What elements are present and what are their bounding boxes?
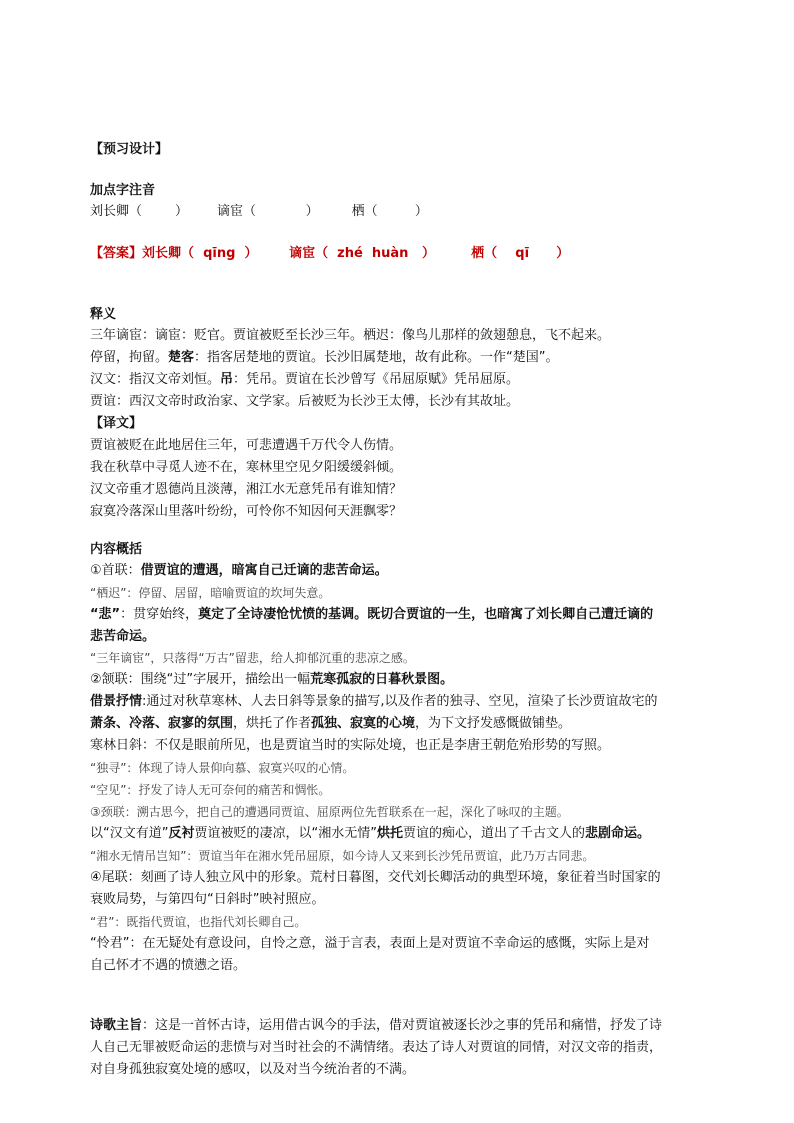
meaning-line-1: 三年谪宦：谪宦：贬官。贾谊被贬至长沙三年。栖迟：像鸟儿那样的敛翅憩息，飞不起来。 [90, 328, 611, 343]
summary-line-14: ④尾联：刻画了诗人独立风中的形象。荒村日暮图，交代刘长卿活动的典型环境，象征着当时国家的 [90, 870, 661, 885]
theme-line-3: 对自身孤独寂寞处境的感叹，以及对当今统治者的不满。 [90, 1062, 416, 1077]
summary-line-9: “独寻”：体现了诗人景仰向慕、寂寞兴叹的心情。 [90, 761, 355, 775]
summary-line-2: “栖迟”：停留、居留，暗喻贾谊的坎坷失意。 [90, 586, 331, 600]
answer-text: 刘长卿（ qīng ） 谪宦（ zhé huàn ） 栖（ qī ） [142, 246, 570, 261]
pinyin-title: 加点字注音 [90, 183, 156, 198]
theme-line-2: 人自己无罪被贬命运的悲愤与对当时社会的不满情绪。表达了诗人对贾谊的同情，对汉文帝的指责， [90, 1040, 663, 1055]
summary-line-4: “三年谪宦”，只落得“万古”留悲，给人抑郁沉重的悲凉之感。 [90, 651, 415, 665]
translation-line-3: 汉文帝重才恩德尚且淡薄，湘江水无意凭吊有谁知情？ [90, 482, 403, 497]
summary-line-3b: 悲苦命运。 [90, 629, 156, 644]
meaning-line-4: 贾谊：西汉文帝时政治家、文学家。后被贬为长沙王太傅，长沙有其故址。 [90, 394, 520, 409]
summary-line-12: 以“汉文有道”反衬贾谊被贬的凄凉，以“湘水无情”烘托贾谊的痴心，道出了千古文人的悲剧命运。 [90, 826, 651, 841]
meaning-line-2: 停留，拘留。楚客：指客居楚地的贾谊。长沙旧属楚地，故有此称。一作“楚国”。 [90, 350, 559, 365]
translation-line-2: 我在秋草中寻觅人迹不在，寒林里空见夕阳缓缓斜倾。 [90, 460, 403, 475]
meaning-title: 释义 [90, 307, 117, 322]
summary-line-5: ②颔联：围绕“过”字展开，描绘出一幅荒寒孤寂的日暮秋景图。 [90, 672, 454, 687]
summary-line-15: 衰败局势，与第四句“日斜时”映衬照应。 [90, 892, 325, 907]
summary-line-8: 寒林日斜：不仅是眼前所见，也是贾谊当时的实际处境，也正是李唐王朝危殆形势的写照。 [90, 738, 611, 753]
answer-label: 【答案】 [90, 246, 143, 261]
translation-line-1: 贾谊被贬在此地居住三年，可悲遭遇千万代令人伤情。 [90, 438, 403, 453]
summary-line-16: “君”：既指代贾谊，也指代刘长卿自己。 [90, 915, 307, 929]
summary-line-13: “湘水无情吊岂知”：贾谊当年在湘水凭吊屈原，如今诗人又来到长沙凭吊贾谊，此乃万古同悲。 [90, 849, 595, 863]
summary-line-3: “悲”：贯穿始终，奠定了全诗凄怆忧愤的基调。既切合贾谊的一生，也暗寓了刘长卿自己遭迁谪的 [90, 607, 654, 622]
summary-line-18: 自己怀才不遇的愤懑之语。 [90, 958, 247, 973]
summary-title: 内容概括 [90, 542, 143, 557]
meaning-line-3: 汉文：指汉文帝刘恒。吊：凭吊。贾谊在长沙曾写《吊屈原赋》凭吊屈原。 [90, 372, 520, 387]
translation-line-4: 寂寞冷落深山里落叶纷纷，可怜你不知因何天涯飘零？ [90, 504, 403, 519]
summary-line-1: ①首联：借贾谊的遭遇，暗寓自己迁谪的悲苦命运。 [90, 563, 388, 578]
pinyin-question: 刘长卿（ ） 谪宦（ ） 栖（ ） [90, 204, 428, 219]
summary-line-10: “空见”：抒发了诗人无可奈何的痛苦和惆怅。 [90, 783, 331, 797]
translation-title: 【译文】 [90, 416, 143, 431]
summary-line-7: 萧条、冷落、寂寥的氛围，烘托了作者孤独、寂寞的心境，为下文抒发感慨做铺垫。 [90, 716, 572, 731]
theme-label: 诗歌主旨 [90, 1018, 143, 1033]
summary-line-11: ③颈联：溯古思今，把自己的遭遇同贾谊、屈原两位先哲联系在一起，深化了咏叹的主题。 [90, 805, 569, 819]
theme-line-1: 诗歌主旨：这是一首怀古诗，运用借古讽今的手法，借对贾谊被逐长沙之事的凭吊和痛惜，抒发了诗 [90, 1018, 663, 1033]
summary-line-17: “怜君”：在无疑处有意设问，自怜之意，溢于言表，表面上是对贾谊不幸命运的感慨，实际上是对 [90, 936, 650, 951]
section-heading-preview: 【预习设计】 [90, 142, 169, 157]
pinyin-answer [90, 243, 715, 265]
summary-line-6: 借景抒情:通过对秋草寒林、人去日斜等景象的描写,以及作者的独寻、空见，渲染了长沙贾谊故宅的 [90, 694, 658, 709]
